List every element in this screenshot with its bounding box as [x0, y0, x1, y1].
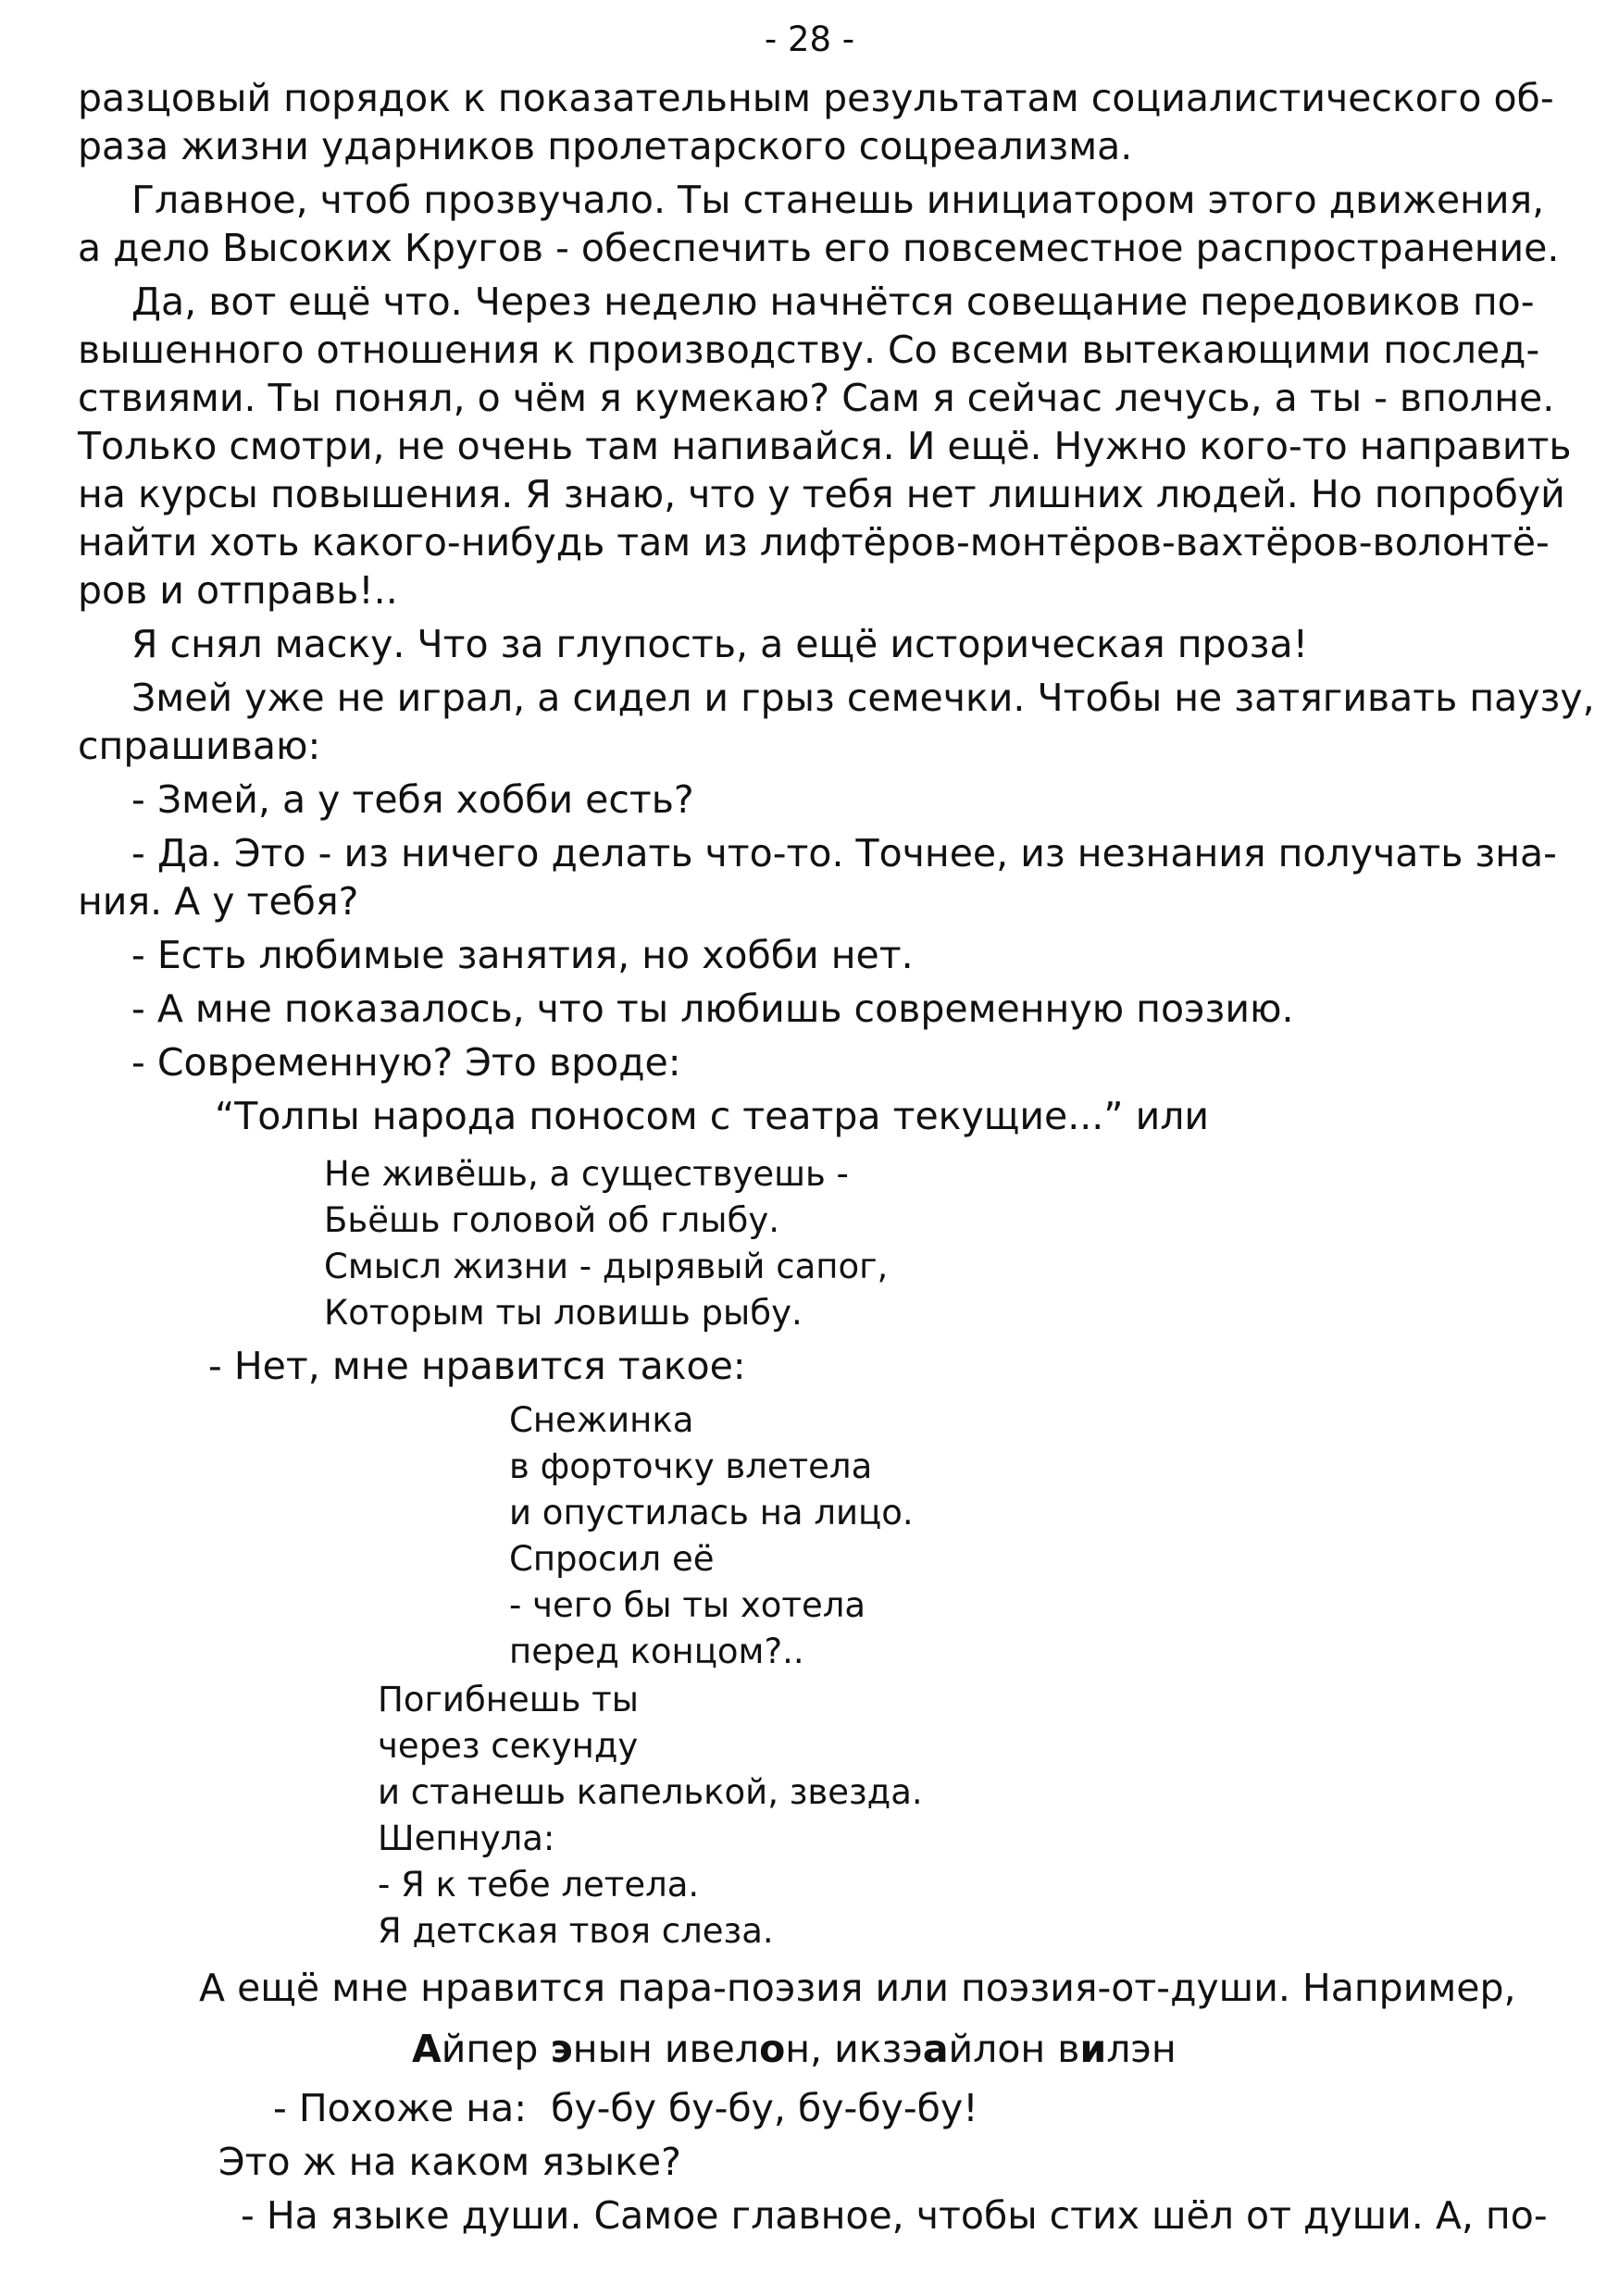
- text-line: на курсы повышения. Я знаю, что у тебя нет лишних людей. Но попробуй: [78, 472, 1565, 516]
- para-poem: [412, 2025, 1177, 2073]
- para-poem-fragment: йпер: [441, 2027, 551, 2071]
- para-poetry-line: А ещё мне нравится пара-поэзия или поэзия-от-души. Например,: [199, 1966, 1516, 2010]
- poem-line: Снежинка: [509, 1400, 694, 1440]
- text-line: - А мне показалось, что ты любишь современную поэзию.: [131, 987, 1294, 1031]
- text-line: “Толпы народа поносом с театра текущие...” или: [215, 1094, 1210, 1138]
- text-line: Главное, чтоб прозвучало. Ты станешь инициатором этого движения,: [131, 178, 1545, 222]
- para-poem-fragment: йлон в: [948, 2027, 1080, 2071]
- text-line: Да, вот ещё что. Через неделю начнётся совещание передовиков по-: [131, 279, 1535, 324]
- para-poem-fragment: лэн: [1106, 2027, 1177, 2071]
- text-line: Только смотри, не очень там напивайся. И ещё. Нужно кого-то направить: [78, 424, 1572, 468]
- text-line: найти хоть какого-нибудь там из лифтёров-монтёров-вахтёров-волонтё-: [78, 520, 1550, 565]
- text-line: а дело Высоких Кругов - обеспечить его повсеместное распространение.: [78, 226, 1560, 270]
- text-line: ров и отправь!..: [78, 568, 398, 613]
- poem-line: и опустилась на лицо.: [509, 1493, 914, 1533]
- poem-line: в форточку влетела: [509, 1446, 873, 1486]
- para-poem-bold-letter: А: [412, 2027, 442, 2071]
- reply-line: - Нет, мне нравится такое:: [208, 1344, 746, 1388]
- poem-line: и станешь капелькой, звезда.: [378, 1772, 923, 1812]
- text-line: - Современную? Это вроде:: [131, 1040, 681, 1085]
- tail-line: - На языке души. Самое главное, чтобы стих шёл от души. А, по-: [241, 2193, 1548, 2238]
- poem-line: Я детская твоя слеза.: [378, 1911, 774, 1951]
- text-line: - Да. Это - из ничего делать что-то. Точнее, из незнания получать зна-: [131, 831, 1557, 875]
- text-line: Я снял маску. Что за глупость, а ещё историческая проза!: [131, 622, 1309, 666]
- poem-line: Погибнешь ты: [378, 1680, 639, 1719]
- para-poem-bold-letter: а: [922, 2027, 949, 2071]
- poem-line: - Я к тебе летела.: [378, 1865, 700, 1905]
- poem-line: Не живёшь, а существуешь -: [324, 1154, 849, 1194]
- para-poem-bold-letter: э: [550, 2027, 573, 2071]
- poem-line: Бьёшь головой об глыбу.: [324, 1200, 779, 1240]
- para-poem-bold-letter: и: [1079, 2027, 1107, 2071]
- poem-line: перед концом?..: [509, 1632, 804, 1671]
- text-line: раза жизни ударников пролетарского соцреализма.: [78, 124, 1133, 168]
- text-line: спрашиваю:: [78, 724, 321, 768]
- text-line: ния. А у тебя?: [78, 879, 359, 924]
- poem-line: Шепнула:: [378, 1818, 555, 1858]
- para-poem-fragment: нын ивел: [572, 2027, 760, 2071]
- para-poem-fragment: н, икзэ: [785, 2027, 923, 2071]
- poem-line: Которым ты ловишь рыбу.: [324, 1293, 803, 1333]
- poem-line: - чего бы ты хотела: [509, 1585, 866, 1625]
- tail-line: - Похоже на: бу-бу бу-бу, бу-бу-бу!: [273, 2086, 978, 2130]
- poem-line: Смысл жизни - дырявый сапог,: [324, 1247, 889, 1286]
- text-line: Змей уже не играл, а сидел и грыз семечки. Чтобы не затягивать паузу,: [131, 676, 1595, 720]
- text-line: - Есть любимые занятия, но хобби нет.: [131, 933, 914, 977]
- para-poem-bold-letter: о: [759, 2027, 786, 2071]
- text-line: ствиями. Ты понял, о чём я кумекаю? Сам я сейчас лечусь, а ты - вполне.: [78, 376, 1555, 420]
- text-line: разцовый порядок к показательным результатам социалистического об-: [78, 76, 1554, 120]
- poem-line: через секунду: [378, 1726, 639, 1766]
- text-line: - Змей, а у тебя хобби есть?: [131, 777, 694, 822]
- text-line: вышенного отношения к производству. Со всеми вытекающими послед-: [78, 328, 1540, 372]
- tail-line: Это ж на каком языке?: [218, 2140, 681, 2184]
- page-number: - 28 -: [764, 19, 855, 59]
- poem-line: Спросил её: [509, 1539, 715, 1579]
